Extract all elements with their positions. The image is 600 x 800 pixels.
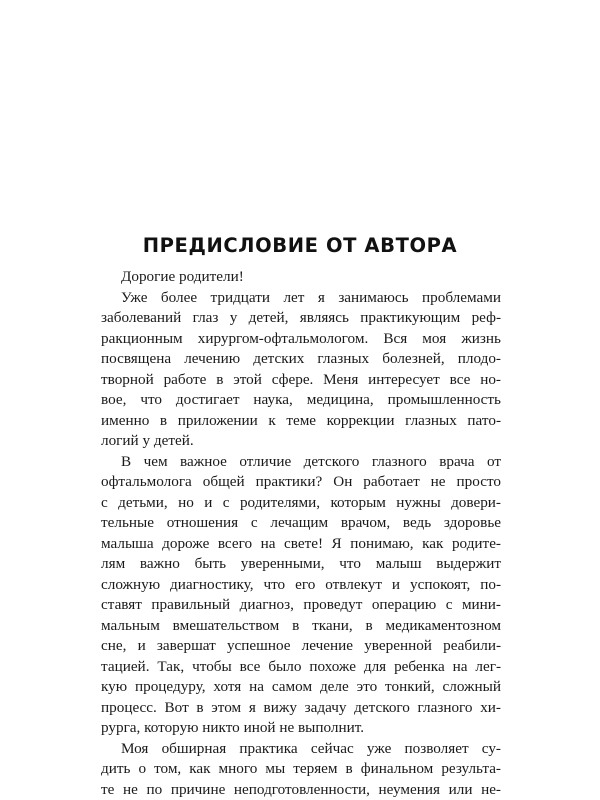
text-line: творной работе в этой сфере. Меня интересует все но- [101,370,501,391]
text-line: заболеваний глаз у детей, являясь практикующим реф- [101,308,501,329]
text-line: дить о том, как много мы теряем в финальном результа- [101,759,501,780]
text-line: Моя обширная практика сейчас уже позволяет су- [101,739,501,760]
text-line: тельные отношения с лечащим врачом, ведь здоровье [101,513,501,534]
text-line: кую процедуру, хотя на самом деле это тонкий, сложный [101,677,501,698]
text-line: сне, и завершат успешное лечение уверенной реабили- [101,636,501,657]
text-line: посвящена лечению детских глазных болезней, плодо- [101,349,501,370]
text-line: с детьми, но и с родителями, которым нужны довери- [101,493,501,514]
text-line: те не по причине неподготовленности, неумения или не- [101,780,501,800]
text-line: логий у детей. [101,431,501,452]
text-line: Уже более тридцати лет я занимаюсь проблемами [101,288,501,309]
text-line: ставят правильный диагноз, проведут операцию с мини- [101,595,501,616]
chapter-heading: ПРЕДИСЛОВИЕ ОТ АВТОРА [0,234,600,257]
text-line: мальным вмешательством в ткани, в медикаментозном [101,616,501,637]
text-line: рурга, которую никто иной не выполнит. [101,718,501,739]
text-line: именно в приложении к теме коррекции глазных пато- [101,411,501,432]
text-line: тацией. Так, чтобы все было похоже для ребенка на лег- [101,657,501,678]
text-line: процесс. Вот в этом я вижу задачу детского глазного хи- [101,698,501,719]
text-line: Дорогие родители! [101,267,501,288]
text-line: В чем важное отличие детского глазного врача от [101,452,501,473]
body-text [101,267,501,800]
text-line: вое, что достигает наука, медицина, промышленность [101,390,501,411]
text-line: сложную диагностику, что его отвлекут и успокоят, по- [101,575,501,596]
text-line: малыша дороже всего на свете! Я понимаю, как родите- [101,534,501,555]
text-line: офтальмолога общей практики? Он работает не просто [101,472,501,493]
text-line: лям важно быть уверенными, что малыш выдержит [101,554,501,575]
text-line: ракционным хирургом-офтальмологом. Вся моя жизнь [101,329,501,350]
